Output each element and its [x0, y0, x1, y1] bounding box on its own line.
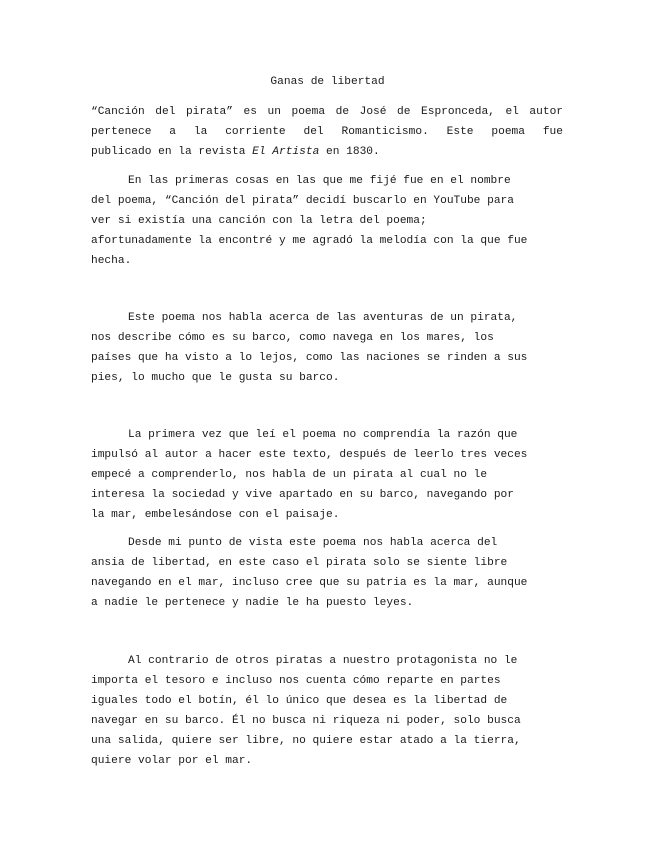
- intro-line-1: “Canción del pirata” es un poema de José de Espronceda, el autor: [91, 106, 563, 118]
- paragraph-5-line-4: navegar en su barco. Él no busca ni riqueza ni poder, solo busca: [91, 715, 521, 727]
- paragraph-5-line-3: iguales todo el botín, él lo único que desea es la libertad de: [91, 695, 508, 707]
- paragraph-5-line-5: una salida, quiere ser libre, no quiere estar atado a la tierra,: [91, 735, 521, 747]
- paragraph-3-line-4: interesa la sociedad y vive apartado en su barco, navegando por: [91, 489, 514, 501]
- paragraph-4: [91, 533, 563, 613]
- paragraph-4-line-4: a nadie le pertenece y nadie le ha puesto leyes.: [91, 597, 414, 609]
- document-title: Ganas de libertad: [270, 76, 385, 88]
- paragraph-3: [91, 425, 563, 525]
- intro-line-3: [91, 142, 563, 162]
- paragraph-1-line-1: En las primeras cosas en las que me fijé fue en el nombre: [128, 175, 511, 187]
- paragraph-1-line-2: del poema, “Canción del pirata” decidí buscarlo en YouTube para: [91, 195, 514, 207]
- paragraph-1-line-5: hecha.: [91, 255, 132, 267]
- intro-line-2: pertenece a la corriente del Romanticismo. Este poema fue: [91, 126, 563, 138]
- paragraph-2: [91, 308, 563, 388]
- intro-line-3-start: publicado en la revista: [91, 146, 253, 158]
- paragraph-3-line-5: la mar, embelesándose con el paisaje.: [91, 509, 340, 521]
- intro-paragraph: [91, 102, 563, 162]
- paragraph-4-line-2: ansia de libertad, en este caso el pirata solo se siente libre: [91, 557, 508, 569]
- intro-line-3-end: en 1830.: [319, 146, 380, 158]
- paragraph-2-line-1: Este poema nos habla acerca de las aventuras de un pirata,: [128, 312, 518, 324]
- paragraph-5-line-2: importa el tesoro e incluso nos cuenta cómo reparte en partes: [91, 675, 501, 687]
- paragraph-1: [91, 171, 563, 271]
- paragraph-5: [91, 651, 563, 771]
- paragraph-5-line-6: quiere volar por el mar.: [91, 755, 253, 767]
- paragraph-1-line-3: ver si existía una canción con la letra del poema;: [91, 215, 427, 227]
- paragraph-4-line-3: navegando en el mar, incluso cree que su patria es la mar, aunque: [91, 577, 528, 589]
- paragraph-3-line-1: La primera vez que leí el poema no comprendía la razón que: [128, 429, 518, 441]
- paragraph-3-line-3: empecé a comprenderlo, nos habla de un pirata al cual no le: [91, 469, 488, 481]
- paragraph-2-line-4: pies, lo mucho que le gusta su barco.: [91, 372, 340, 384]
- magazine-name: El Artista: [252, 146, 320, 158]
- paragraph-2-line-2: nos describe cómo es su barco, como navega en los mares, los: [91, 332, 494, 344]
- paragraph-4-line-1: Desde mi punto de vista este poema nos habla acerca del: [128, 537, 498, 549]
- paragraph-3-line-2: impulsó al autor a hacer este texto, después de leerlo tres veces: [91, 449, 528, 461]
- paragraph-2-line-3: países que ha visto a lo lejos, como las naciones se rinden a sus: [91, 352, 528, 364]
- paragraph-1-line-4: afortunadamente la encontré y me agradó la melodía con la que fue: [91, 235, 528, 247]
- paragraph-5-line-1: Al contrario de otros piratas a nuestro protagonista no le: [128, 655, 518, 667]
